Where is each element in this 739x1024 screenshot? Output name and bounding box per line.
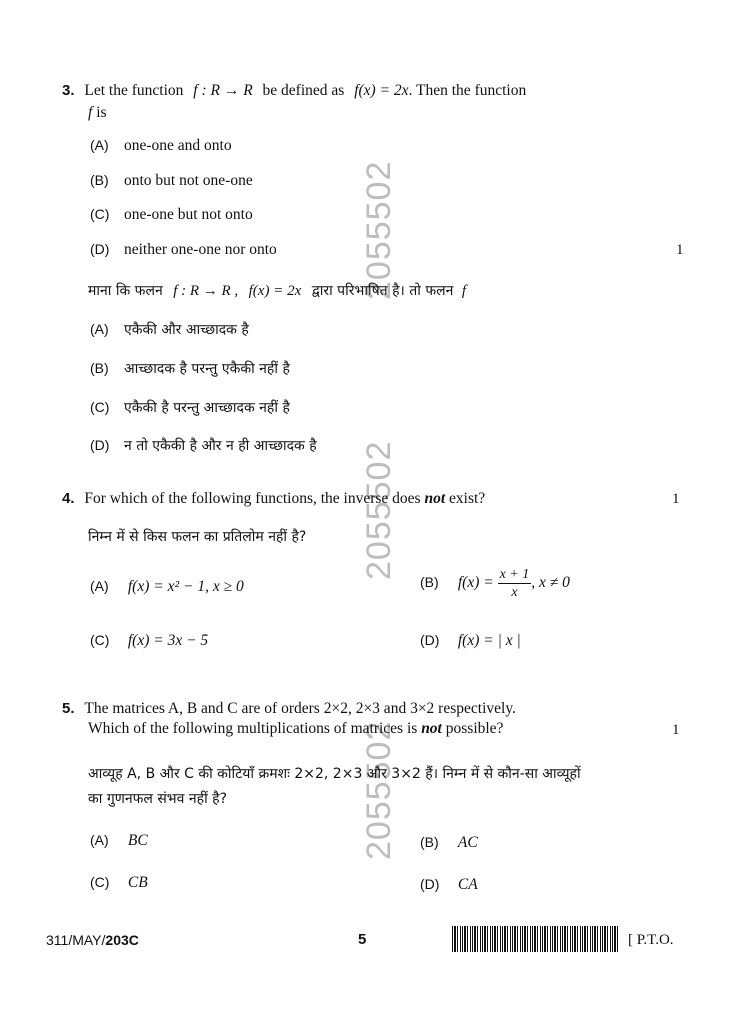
option-label: (D) <box>90 241 110 257</box>
option-c <box>90 206 253 224</box>
option-text: , x ≠ 0 <box>531 574 570 592</box>
option-text: f(x) = 3x − 5 <box>127 632 209 649</box>
question-number: 4. <box>62 490 75 507</box>
option-label: (C) <box>90 399 110 415</box>
option-text: न तो एकैकी है और न ही आच्छादक है <box>124 438 317 454</box>
option-text: f(x) = <box>457 574 494 592</box>
option-b <box>90 172 253 190</box>
option-label: (B) <box>420 834 439 850</box>
question-5 <box>62 700 516 718</box>
option-text: onto but not one-one <box>124 172 253 189</box>
question-text: Let the function <box>84 82 184 99</box>
question-text: द्वारा परिभाषित है। तो फलन <box>311 283 454 299</box>
option-d-hindi <box>90 436 317 455</box>
option-d <box>420 632 521 650</box>
question-text: possible? <box>445 720 504 737</box>
option-b-hindi <box>90 359 290 378</box>
paper-code-suffix: 203C <box>105 932 139 948</box>
question-text-hindi: निम्न में से किस फलन का प्रतिलोम नहीं है? <box>88 529 307 545</box>
option-c <box>90 874 148 892</box>
option-text: neither one-one nor onto <box>124 241 277 258</box>
question-text-hindi <box>88 281 466 300</box>
question-text: The matrices A, B and C are of orders 2×2, 2×3 and 3×2 respectively. <box>84 700 516 717</box>
option-d <box>90 241 277 259</box>
option-label: (C) <box>90 874 110 890</box>
option-label: (D) <box>420 632 440 648</box>
emphasis-not: not <box>424 490 446 507</box>
option-c <box>90 632 208 650</box>
pto-label: [ P.T.O. <box>628 932 674 948</box>
question-text: . Then the function <box>408 82 527 99</box>
marks: 1 <box>672 722 680 738</box>
option-label: (C) <box>90 206 110 222</box>
barcode-icon <box>452 926 618 952</box>
watermark: 2055502 <box>360 440 398 580</box>
question-text: is <box>92 104 107 121</box>
question-3 <box>62 82 526 100</box>
question-text: For which of the following functions, the inverse does <box>84 490 421 507</box>
question-4 <box>62 490 485 508</box>
math-expression: f(x) = 2x <box>354 82 409 99</box>
math-expression: f : R → R <box>193 82 253 99</box>
question-text: be defined as <box>262 82 345 99</box>
question-number: 5. <box>62 700 75 717</box>
option-a <box>90 137 232 155</box>
math-expression: f <box>461 283 467 299</box>
question-text: Which of the following multiplications of matrices is <box>88 720 418 737</box>
option-label: (B) <box>90 360 109 376</box>
question-text-line2 <box>88 104 107 122</box>
page-number: 5 <box>358 931 367 948</box>
option-text: आच्छादक है परन्तु एकैकी नहीं है <box>124 361 290 377</box>
option-label: (A) <box>90 137 109 153</box>
watermark: 2055502 <box>360 160 398 300</box>
option-text: एकैकी है परन्तु आच्छादक नहीं है <box>124 400 290 416</box>
fraction-numerator: x + 1 <box>499 567 530 582</box>
question-text-hindi: आव्यूह A, B और C की कोटियाँ क्रमशः 2×2, 2×3 और 3×2 हैं। निम्न में से कौन-सा आव्यूहों <box>88 766 581 782</box>
question-text-line2 <box>88 720 503 738</box>
option-label: (D) <box>420 876 440 892</box>
math-expression: f(x) = 2x <box>248 283 302 299</box>
option-label: (A) <box>90 832 109 848</box>
emphasis-not: not <box>421 720 442 737</box>
fraction <box>498 566 532 601</box>
question-number: 3. <box>62 82 75 99</box>
option-label: (B) <box>420 574 439 591</box>
option-text: CA <box>457 876 478 893</box>
question-text-hindi-line2: का गुणनफल संभव नहीं है? <box>88 791 228 807</box>
option-text: f(x) = | x | <box>457 632 521 649</box>
option-label: (B) <box>90 172 109 188</box>
option-d <box>420 876 478 894</box>
question-text: माना कि फलन <box>88 283 163 299</box>
option-b <box>420 834 478 852</box>
option-text: BC <box>127 832 148 849</box>
option-a-hindi <box>90 320 249 339</box>
question-text: exist? <box>449 490 486 507</box>
watermark: 2055502 <box>360 720 398 860</box>
option-a <box>90 578 244 596</box>
paper-code <box>46 932 139 948</box>
marks: 1 <box>676 242 684 258</box>
option-a <box>90 832 148 850</box>
marks: 1 <box>672 491 680 507</box>
option-c-hindi <box>90 398 290 417</box>
option-text: one-one and onto <box>124 137 232 154</box>
option-text: एकैकी और आच्छादक है <box>124 322 249 338</box>
option-b <box>420 566 570 601</box>
option-label: (D) <box>90 437 110 453</box>
option-text: AC <box>457 834 478 851</box>
fraction-denominator: x <box>511 585 518 600</box>
option-text: one-one but not onto <box>124 206 253 223</box>
option-text: f(x) = x² − 1, x ≥ 0 <box>127 578 244 595</box>
paper-code-prefix: 311/MAY/ <box>46 932 106 948</box>
option-label: (C) <box>90 632 110 648</box>
math-expression: f : R → R , <box>173 283 239 299</box>
option-label: (A) <box>90 321 109 337</box>
option-label: (A) <box>90 578 109 594</box>
option-text: CB <box>127 874 148 891</box>
math-expression: f <box>88 104 93 121</box>
